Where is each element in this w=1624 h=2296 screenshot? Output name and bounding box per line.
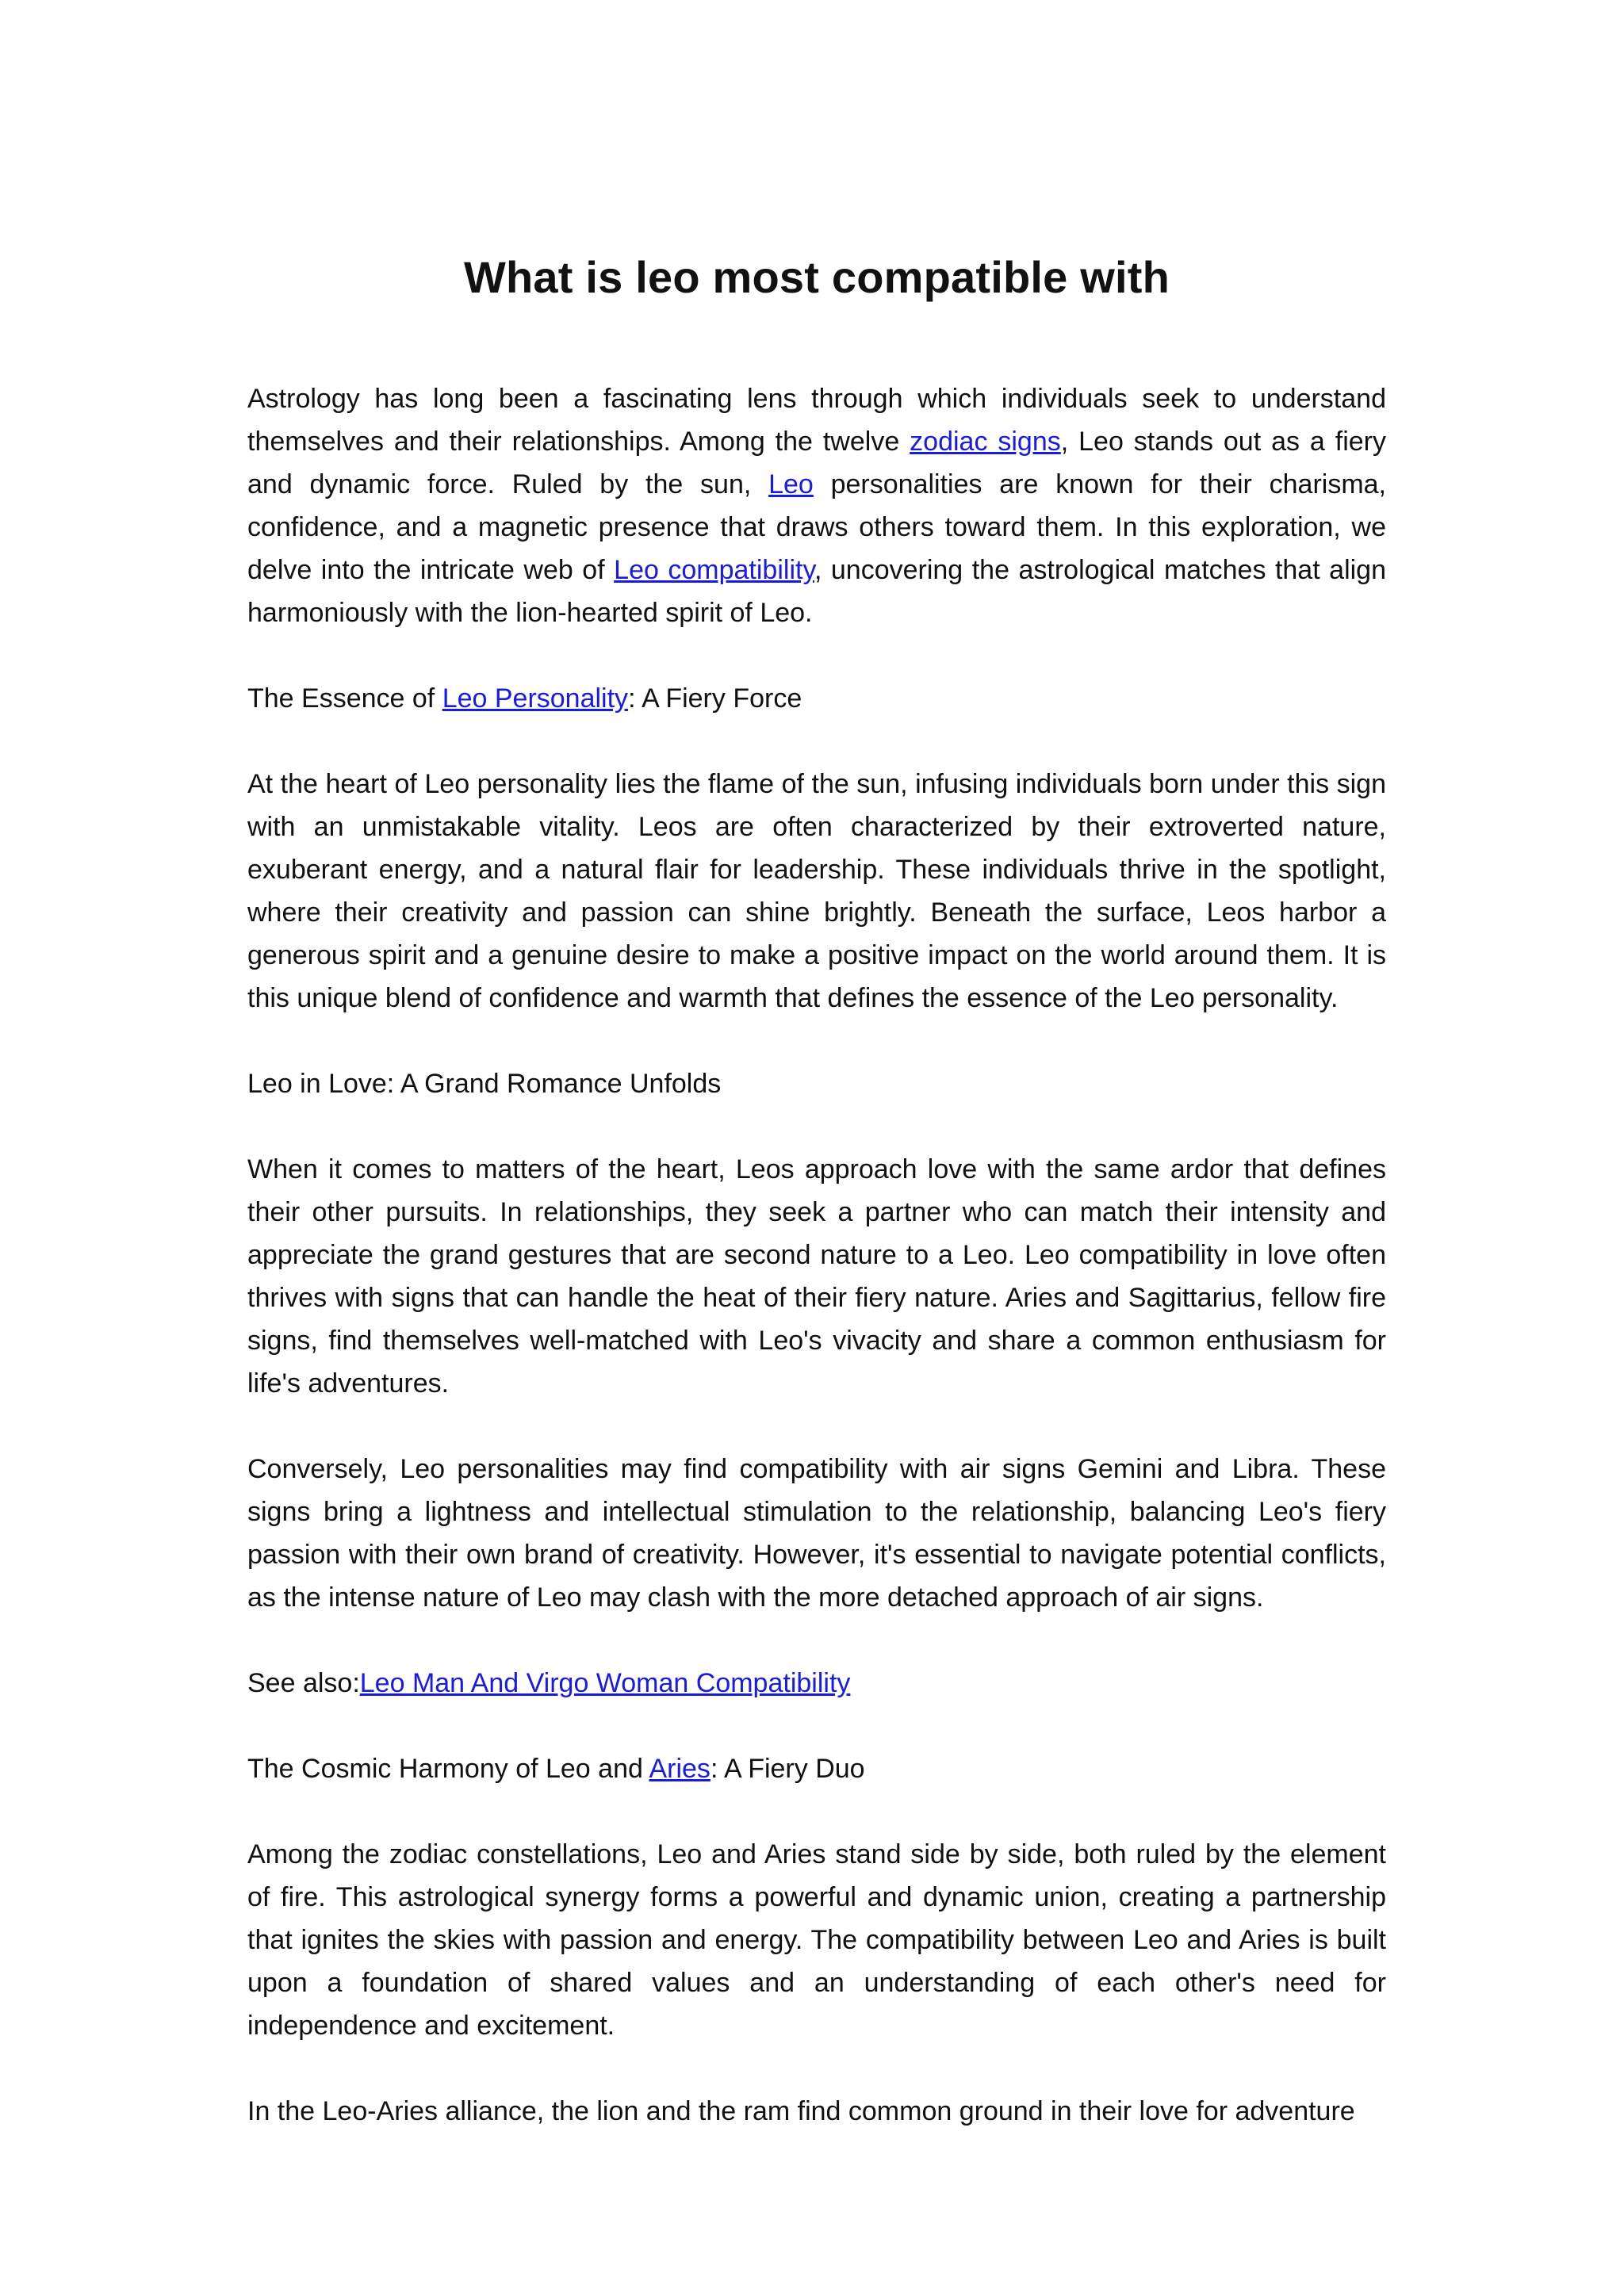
see-also-label: See also: <box>247 1668 360 1698</box>
document-page <box>247 238 1386 2175</box>
section-heading-love: Leo in Love: A Grand Romance Unfolds <box>247 1069 722 1099</box>
aries-paragraph-1: Among the zodiac constellations, Leo and Aries stand side by side, both ruled by the element of fire. This astrological synergy forms a powerful and dynamic union, creating a partnership that ignites the skies with passion and energy. The compatibility between Leo and Aries is built upon a foundation of shared values and an understanding of each other's need for independence and excitement. <box>247 1839 1386 2041</box>
aries-paragraph-2: In the Leo-Aries alliance, the lion and the ram find common ground in their love for adventure <box>247 2096 1355 2126</box>
intro-text-1: Astrology has long been a fascinating lens through which individuals seek to understand themselves and their relationships. Among the twelve <box>247 384 1386 457</box>
love-paragraph-2: Conversely, Leo personalities may find compatibility with air signs Gemini and Libra. These signs bring a lightness and intellectual stimulation to the relationship, balancing Leo's fiery passion with their own brand of creativity. However, it's essential to navigate potential conflicts, as the intense nature of Leo may clash with the more detached approach of air signs. <box>247 1454 1386 1613</box>
heading-text: The Cosmic Harmony of Leo and <box>247 1754 649 1784</box>
leo-personality-link[interactable]: Leo Personality <box>442 683 629 714</box>
aries-link[interactable]: Aries <box>649 1754 710 1784</box>
intro-text-2: , Leo stands out as a fiery and dynamic force. Ruled by the sun, <box>247 427 1386 499</box>
see-also-link[interactable]: Leo Man And Virgo Woman Compatibility <box>359 1668 851 1698</box>
intro-text-4: , uncovering the astrological matches that align harmoniously with the lion-hearted spirit of Leo. <box>247 555 1386 628</box>
document-title: What is leo most compatible with <box>463 252 1170 302</box>
essence-paragraph: At the heart of Leo personality lies the flame of the sun, infusing individuals born under this sign with an unmistakable vitality. Leos are often characterized by their extroverted nature, exuberant energy, and a natural flair for leadership. These individuals thrive in the spotlight, where their creativity and passion can shine brightly. Beneath the surface, Leos harbor a generous spirit and a genuine desire to make a positive impact on the world around them. It is this unique blend of confidence and warmth that defines the essence of the Leo personality. <box>247 769 1386 1013</box>
section-heading-aries <box>247 1747 1386 1790</box>
intro-paragraph <box>247 377 1386 634</box>
heading-text: : A Fiery Force <box>628 683 802 714</box>
zodiac-signs-link[interactable]: zodiac signs <box>910 427 1061 457</box>
leo-compatibility-link[interactable]: Leo compatibility <box>614 555 814 585</box>
love-paragraph-1: When it comes to matters of the heart, Leos approach love with the same ardor that defines their other pursuits. In relationships, they seek a partner who can match their intensity and appreciate the grand gestures that are second nature to a Leo. Leo compatibility in love often thrives with signs that can handle the heat of their fiery nature. Aries and Sagittarius, fellow fire signs, find themselves well-matched with Leo's vivacity and share a common enthusiasm for life's adventures. <box>247 1154 1386 1399</box>
heading-text: : A Fiery Duo <box>710 1754 865 1784</box>
leo-link[interactable]: Leo <box>768 469 814 499</box>
heading-text: The Essence of <box>247 683 442 714</box>
section-heading-essence <box>247 677 1386 720</box>
intro-text-3: personalities are known for their charisma, confidence, and a magnetic presence that draws others toward them. In this exploration, we delve into the intricate web of <box>247 469 1386 585</box>
see-also-line <box>247 1662 1386 1705</box>
